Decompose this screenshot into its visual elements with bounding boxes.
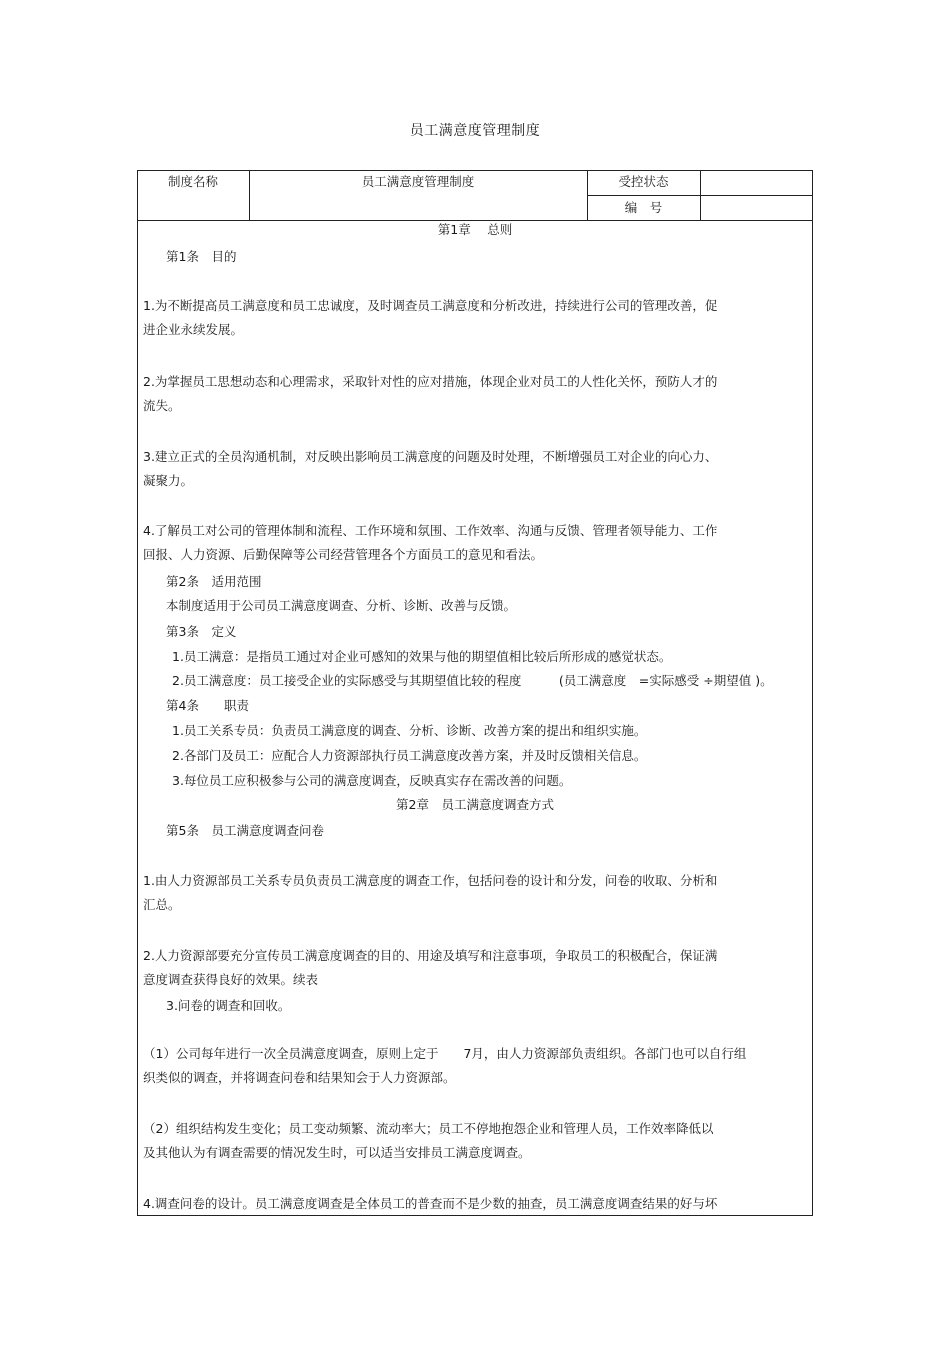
chapter-heading: 第1章 总则 <box>437 222 513 237</box>
duty-line: 1.员工关系专员：负责员工满意度的调查、分析、诊断、改善方案的提出和组织实施。 <box>172 723 647 738</box>
control-status-label: 受控状态 <box>618 174 669 189</box>
paragraph-line: 流失。 <box>143 398 181 413</box>
paragraph-line: 及其他认为有调查需要的情况发生时，可以适当安排员工满意度调查。 <box>143 1145 531 1160</box>
duty-line: 2.各部门及员工：应配合人力资源部执行员工满意度改善方案，并及时反馈相关信息。 <box>172 748 647 763</box>
paragraph-line: 汇总。 <box>143 897 181 912</box>
document-number-label: 编 号 <box>624 200 663 215</box>
paragraph-line: 4.调查问卷的设计。员工满意度调查是全体员工的普查而不是少数的抽查，员工满意度调查结果的好与坏 <box>143 1196 718 1211</box>
paragraph-line: 2.人力资源部要充分宣传员工满意度调查的目的、用途及填写和注意事项，争取员工的积极配合，保证满 <box>143 948 718 963</box>
header-divider <box>137 220 813 221</box>
paragraph-line: 3.建立正式的全员沟通机制，对反映出影响员工满意度的问题及时处理，不断增强员工对企业的向心力、 <box>143 449 718 464</box>
paragraph-line: 1.由人力资源部员工关系专员负责员工满意度的调查工作，包括问卷的设计和分发，问卷的收取、分析和 <box>143 873 718 888</box>
definition-line: 2.员工满意度：员工接受企业的实际感受与其期望值比较的程度 (员工满意度 =实际感受 ÷期望值 )。 <box>172 673 773 688</box>
article-heading: 第2条 适用范围 <box>166 574 262 589</box>
paragraph-line: 回报、人力资源、后勤保障等公司经营管理各个方面员工的意见和看法。 <box>143 547 544 562</box>
paragraph-line: 进企业永续发展。 <box>143 322 244 337</box>
paragraph-line: 织类似的调查，并将调查问卷和结果知会于人力资源部。 <box>143 1070 456 1085</box>
document-title: 员工满意度管理制度 <box>409 123 541 139</box>
paragraph-line: （1）公司每年进行一次全员满意度调查，原则上定于 7月，由人力资源部负责组织。各部门也可以自行组 <box>143 1046 747 1061</box>
article-heading: 第5条 员工满意度调查问卷 <box>166 823 324 838</box>
paragraph-line: （2）组织结构发生变化；员工变动频繁、流动率大；员工不停地抱怨企业和管理人员，工作效率降低以 <box>143 1121 714 1136</box>
paragraph-line: 3.问卷的调查和回收。 <box>166 998 291 1013</box>
paragraph-line: 4.了解员工对公司的管理体制和流程、工作环境和氛围、工作效率、沟通与反馈、管理者领导能力、工作 <box>143 523 718 538</box>
definition-line: 1.员工满意：是指员工通过对企业可感知的效果与他的期望值相比较后所形成的感觉状态。 <box>172 649 672 664</box>
article-heading: 第3条 定义 <box>166 624 237 639</box>
chapter-heading: 第2章 员工满意度调查方式 <box>396 797 554 812</box>
article-heading: 第1条 目的 <box>166 249 237 264</box>
paragraph-line: 2.为掌握员工思想动态和心理需求，采取针对性的应对措施，体现企业对员工的人性化关怀，预防人才的 <box>143 374 718 389</box>
paragraph-line: 1.为不断提高员工满意度和员工忠诚度，及时调查员工满意度和分析改进，持续进行公司的管理改善，促 <box>143 298 718 313</box>
policy-name-value: 员工满意度管理制度 <box>361 174 475 189</box>
article-heading: 第4条 职责 <box>166 698 249 713</box>
paragraph-line: 意度调查获得良好的效果。续表 <box>143 972 319 987</box>
duty-line: 3.每位员工应积极参与公司的满意度调查，反映真实存在需改善的问题。 <box>172 773 572 788</box>
header-col-divider <box>700 170 701 220</box>
policy-name-label: 制度名称 <box>167 174 218 189</box>
paragraph-line: 本制度适用于公司员工满意度调查、分析、诊断、改善与反馈。 <box>166 598 517 613</box>
paragraph-line: 凝聚力。 <box>143 473 194 488</box>
